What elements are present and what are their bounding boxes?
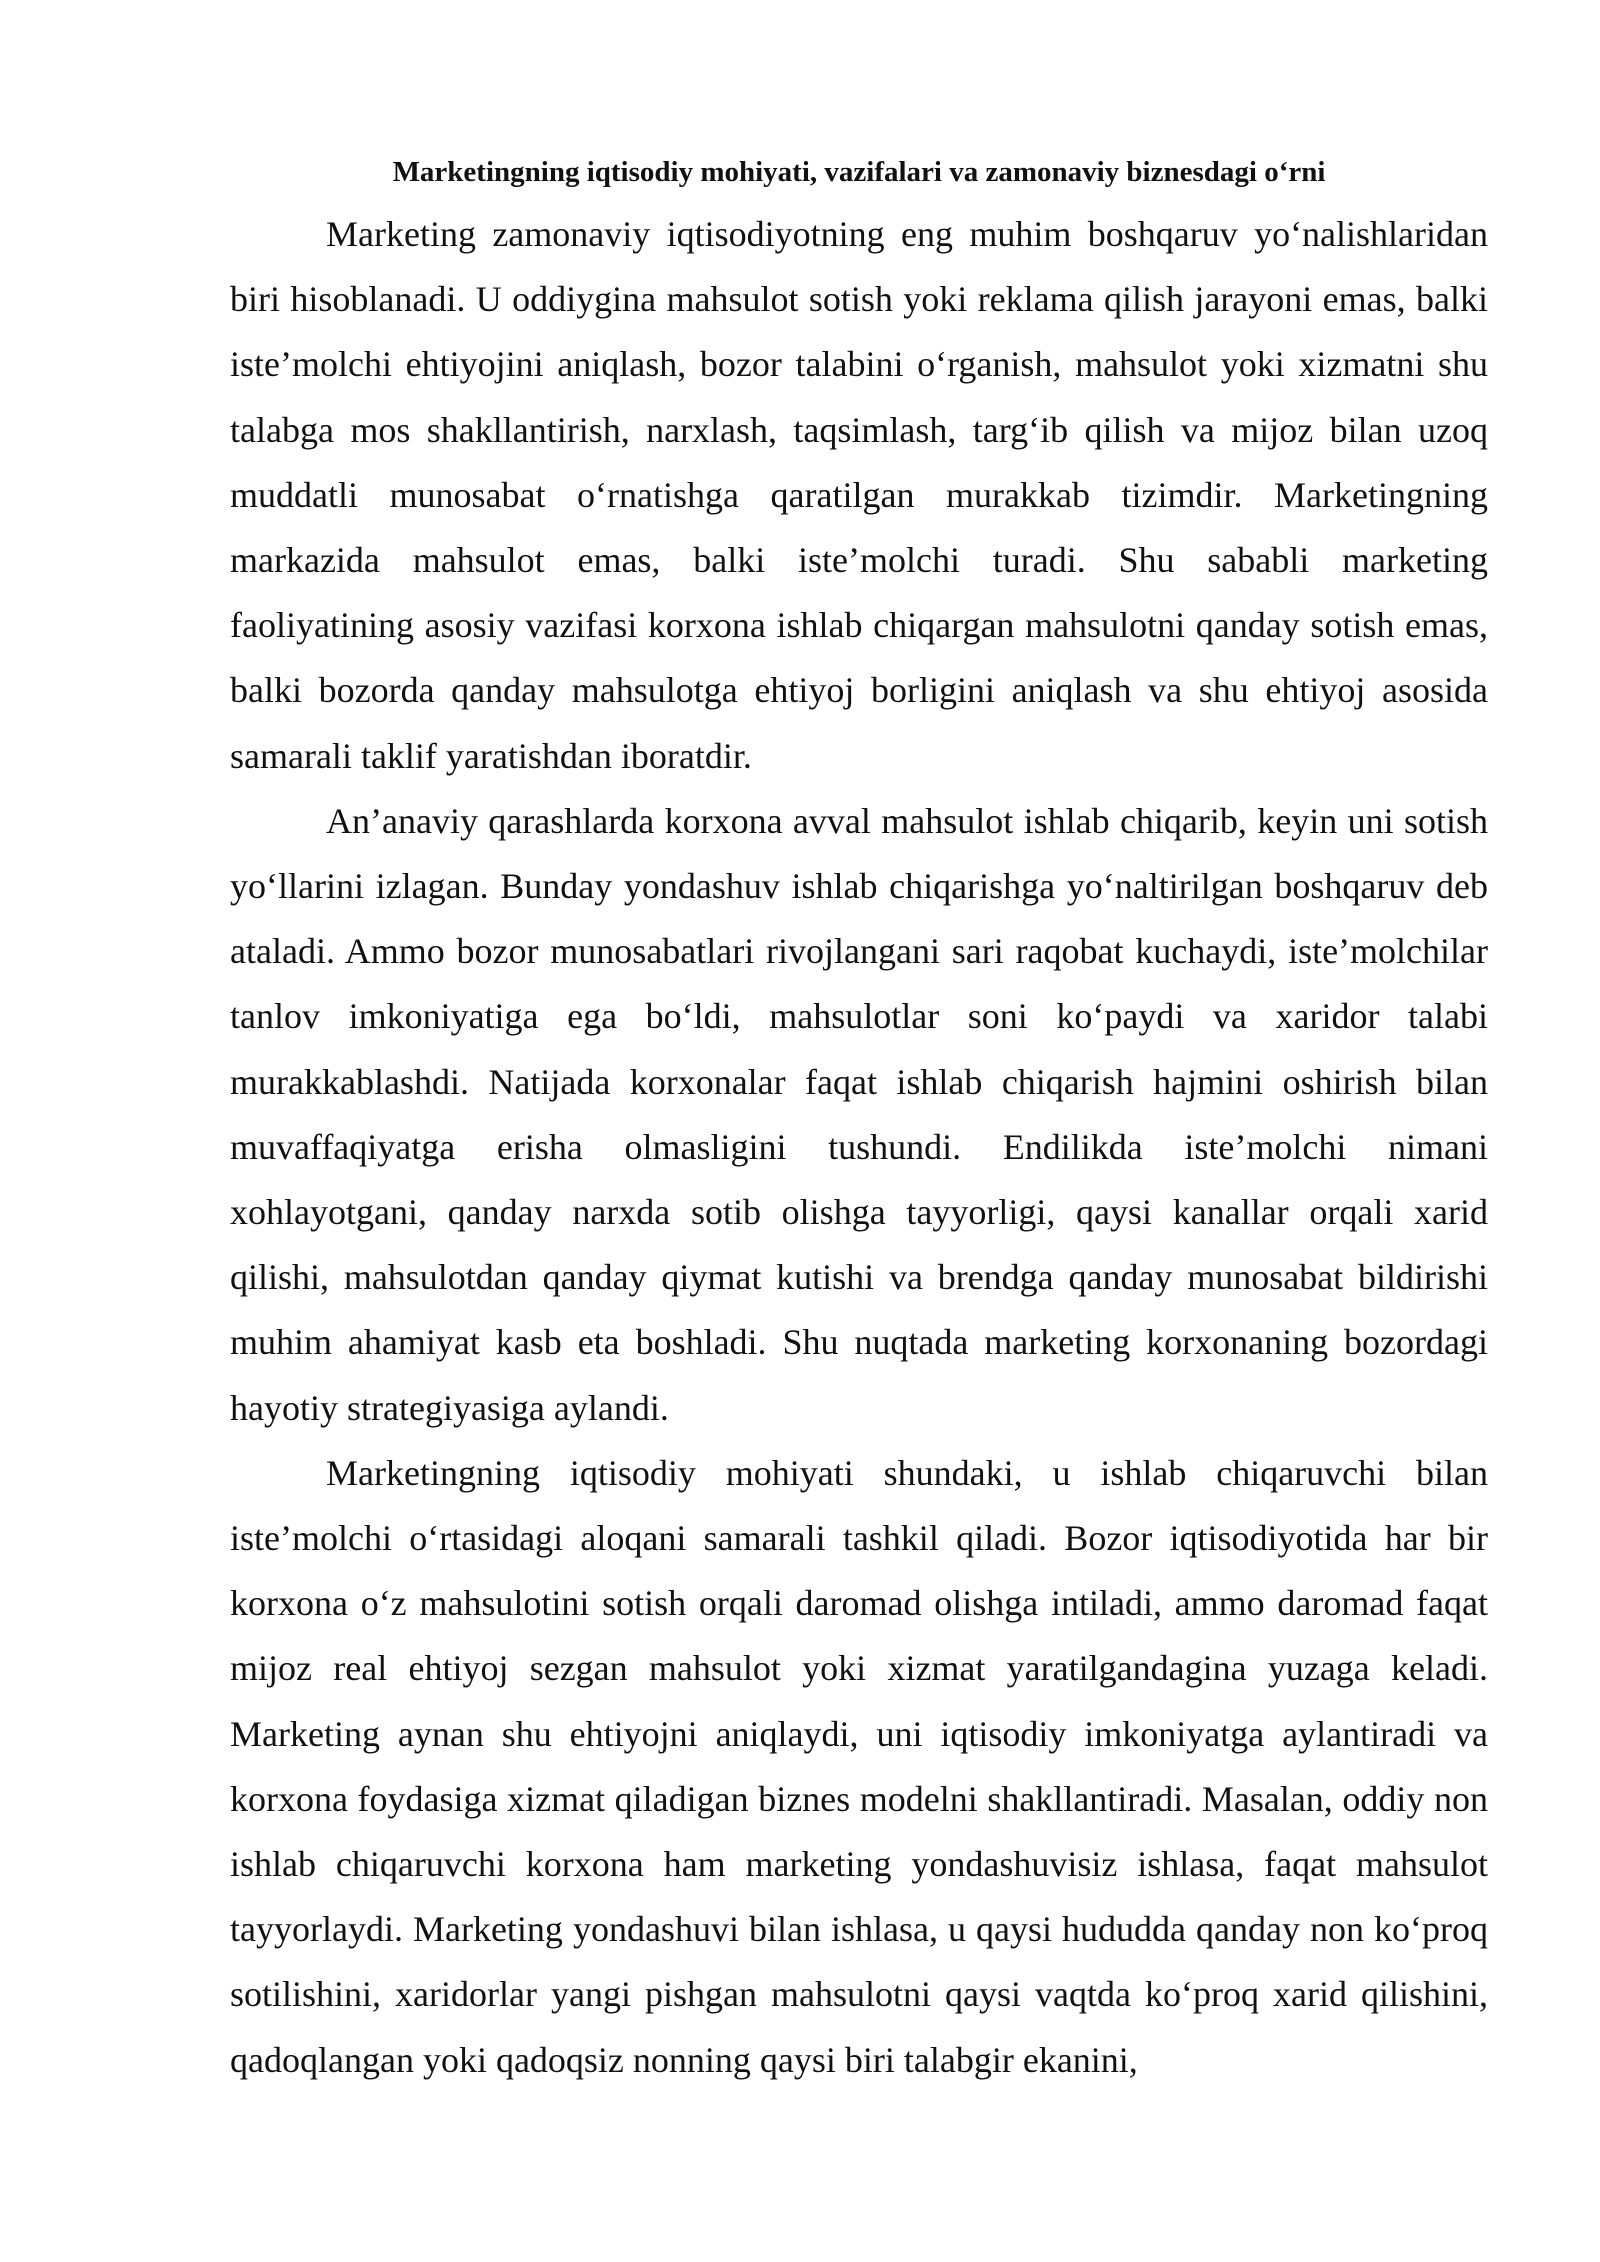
document-body [230,202,1488,2093]
paragraph-3: Marketingning iqtisodiy mohiyati shundaki, u ishlab chiqaruvchi bilan iste’molchi o‘rtasidagi aloqani samarali tashkil qiladi. Bozor iqtisodiyotida har bir korxona o‘z mahsulotini sotish orqali daromad olishga intiladi, ammo daromad faqat mijoz real ehtiyoj sezgan mahsulot yoki xizmat yaratilgandagina yuzaga keladi. Marketing aynan shu ehtiyojni aniqlaydi, uni iqtisodiy imkoniyatga aylantiradi va korxona foydasiga xizmat qiladigan biznes modelni shakllantiradi. Masalan, oddiy non ishlab chiqaruvchi korxona ham marketing yondashuvisiz ishlasa, faqat mahsulot tayyorlaydi. Marketing yondashuvi bilan ishlasa, u qaysi hududda qanday non ko‘proq sotilishini, xaridorlar yangi pishgan mahsulotni qaysi vaqtda ko‘proq xarid qilishini, qadoqlangan yoki qadoqsiz nonning qaysi biri talabgir ekanini, [230,1452,1488,2080]
document-title: Marketingning iqtisodiy mohiyati, vazifalari va zamonaviy biznesdagi o‘rni [392,156,1326,188]
page-content [230,148,1488,2093]
paragraph-2: An’anaviy qarashlarda korxona avval mahsulot ishlab chiqarib, keyin uni sotish yo‘llarini izlagan. Bunday yondashuv ishlab chiqarishga yo‘naltirilgan boshqaruv deb ataladi. Ammo bozor munosabatlari rivojlangani sari raqobat kuchaydi, iste’molchilar tanlov imkoniyatiga ega bo‘ldi, mahsulotlar soni ko‘paydi va xaridor talabi murakkablashdi. Natijada korxonalar faqat ishlab chiqarish hajmini oshirish bilan muvaffaqiyatga erisha olmasligini tushundi. Endilikda iste’molchi nimani xohlayotgani, qanday narxda sotib olishga tayyorligi, qaysi kanallar orqali xarid qilishi, mahsulotdan qanday qiymat kutishi va brendga qanday munosabat bildirishi muhim ahamiyat kasb eta boshladi. Shu nuqtada marketing korxonaning bozordagi hayotiy strategiyasiga aylandi. [230,800,1488,1428]
paragraph-1: Marketing zamonaviy iqtisodiyotning eng muhim boshqaruv yo‘nalishlaridan biri hisoblanadi. U oddiygina mahsulot sotish yoki reklama qilish jarayoni emas, balki iste’molchi ehtiyojini aniqlash, bozor talabini o‘rganish, mahsulot yoki xizmatni shu talabga mos shakllantirish, narxlash, taqsimlash, targ‘ib qilish va mijoz bilan uzoq muddatli munosabat o‘rnatishga qaratilgan murakkab tizimdir. Marketingning markazida mahsulot emas, balki iste’molchi turadi. Shu sababli marketing faoliyatining asosiy vazifasi korxona ishlab chiqargan mahsulotni qanday sotish emas, balki bozorda qanday mahsulotga ehtiyoj borligini aniqlash va shu ehtiyoj asosida samarali taklif yaratishdan iboratdir. [230,214,1488,776]
